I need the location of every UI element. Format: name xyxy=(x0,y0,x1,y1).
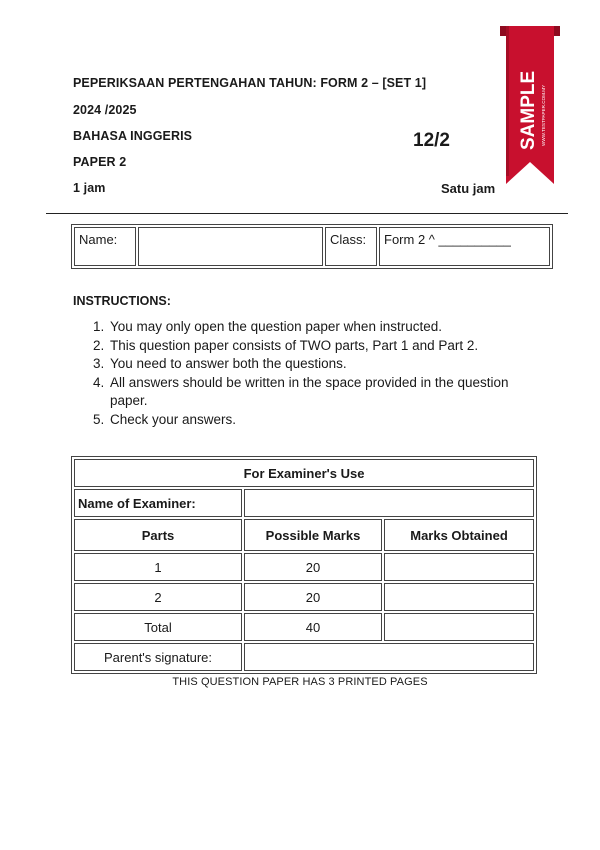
paper-code: 12/2 xyxy=(413,130,450,151)
examiner-table-title: For Examiner's Use xyxy=(74,459,534,487)
possible-cell: 20 xyxy=(244,583,382,611)
examiner-name-field[interactable] xyxy=(244,489,534,517)
instructions-list xyxy=(90,318,538,430)
exam-title: PEPERIKSAAN PERTENGAHAN TAHUN: FORM 2 – [SET 1] xyxy=(73,76,427,90)
class-field[interactable]: Form 2 ^ __________ xyxy=(379,227,550,266)
obtained-cell[interactable] xyxy=(384,553,534,581)
examiner-table xyxy=(71,456,537,674)
duration-malay: Satu jam xyxy=(441,181,496,196)
table-row xyxy=(74,553,534,581)
signature-label: Parent's signature: xyxy=(74,643,242,671)
name-field[interactable] xyxy=(138,227,323,266)
ribbon-site-text: WWW.TESTPAPER.COM.MY xyxy=(541,84,546,146)
table-row xyxy=(74,583,534,611)
subject-name: BAHASA INGGERIS xyxy=(73,129,193,143)
obtained-cell[interactable] xyxy=(384,583,534,611)
paper-number: PAPER 2 xyxy=(73,155,127,169)
possible-cell: 40 xyxy=(244,613,382,641)
header-possible-marks: Possible Marks xyxy=(244,519,382,551)
part-cell: 1 xyxy=(74,553,242,581)
instruction-item: 5. Check your answers. xyxy=(108,411,538,430)
ribbon-sample-text: SAMPLE xyxy=(518,70,539,150)
class-label: Class: xyxy=(325,227,377,266)
instructions-title: INSTRUCTIONS: xyxy=(73,294,171,308)
header-divider xyxy=(46,213,568,214)
duration: 1 jam xyxy=(73,181,106,195)
sample-ribbon-icon xyxy=(500,22,560,187)
signature-field[interactable] xyxy=(244,643,534,671)
exam-year: 2024 /2025 xyxy=(73,103,137,117)
obtained-cell[interactable] xyxy=(384,613,534,641)
part-cell: 2 xyxy=(74,583,242,611)
possible-cell: 20 xyxy=(244,553,382,581)
header-marks-obtained: Marks Obtained xyxy=(384,519,534,551)
page-count-note: THIS QUESTION PAPER HAS 3 PRINTED PAGES xyxy=(172,676,428,688)
student-info-table xyxy=(71,224,553,269)
instruction-item: 4. All answers should be written in the space provided in the question paper. xyxy=(108,374,538,411)
name-label: Name: xyxy=(74,227,136,266)
instruction-item: 2. This question paper consists of TWO parts, Part 1 and Part 2. xyxy=(108,337,538,356)
instruction-item: 3. You need to answer both the questions. xyxy=(108,355,538,374)
instruction-item: 1. You may only open the question paper when instructed. xyxy=(108,318,538,337)
header-parts: Parts xyxy=(74,519,242,551)
table-row xyxy=(74,613,534,641)
part-cell: Total xyxy=(74,613,242,641)
examiner-name-label: Name of Examiner: xyxy=(74,489,242,517)
